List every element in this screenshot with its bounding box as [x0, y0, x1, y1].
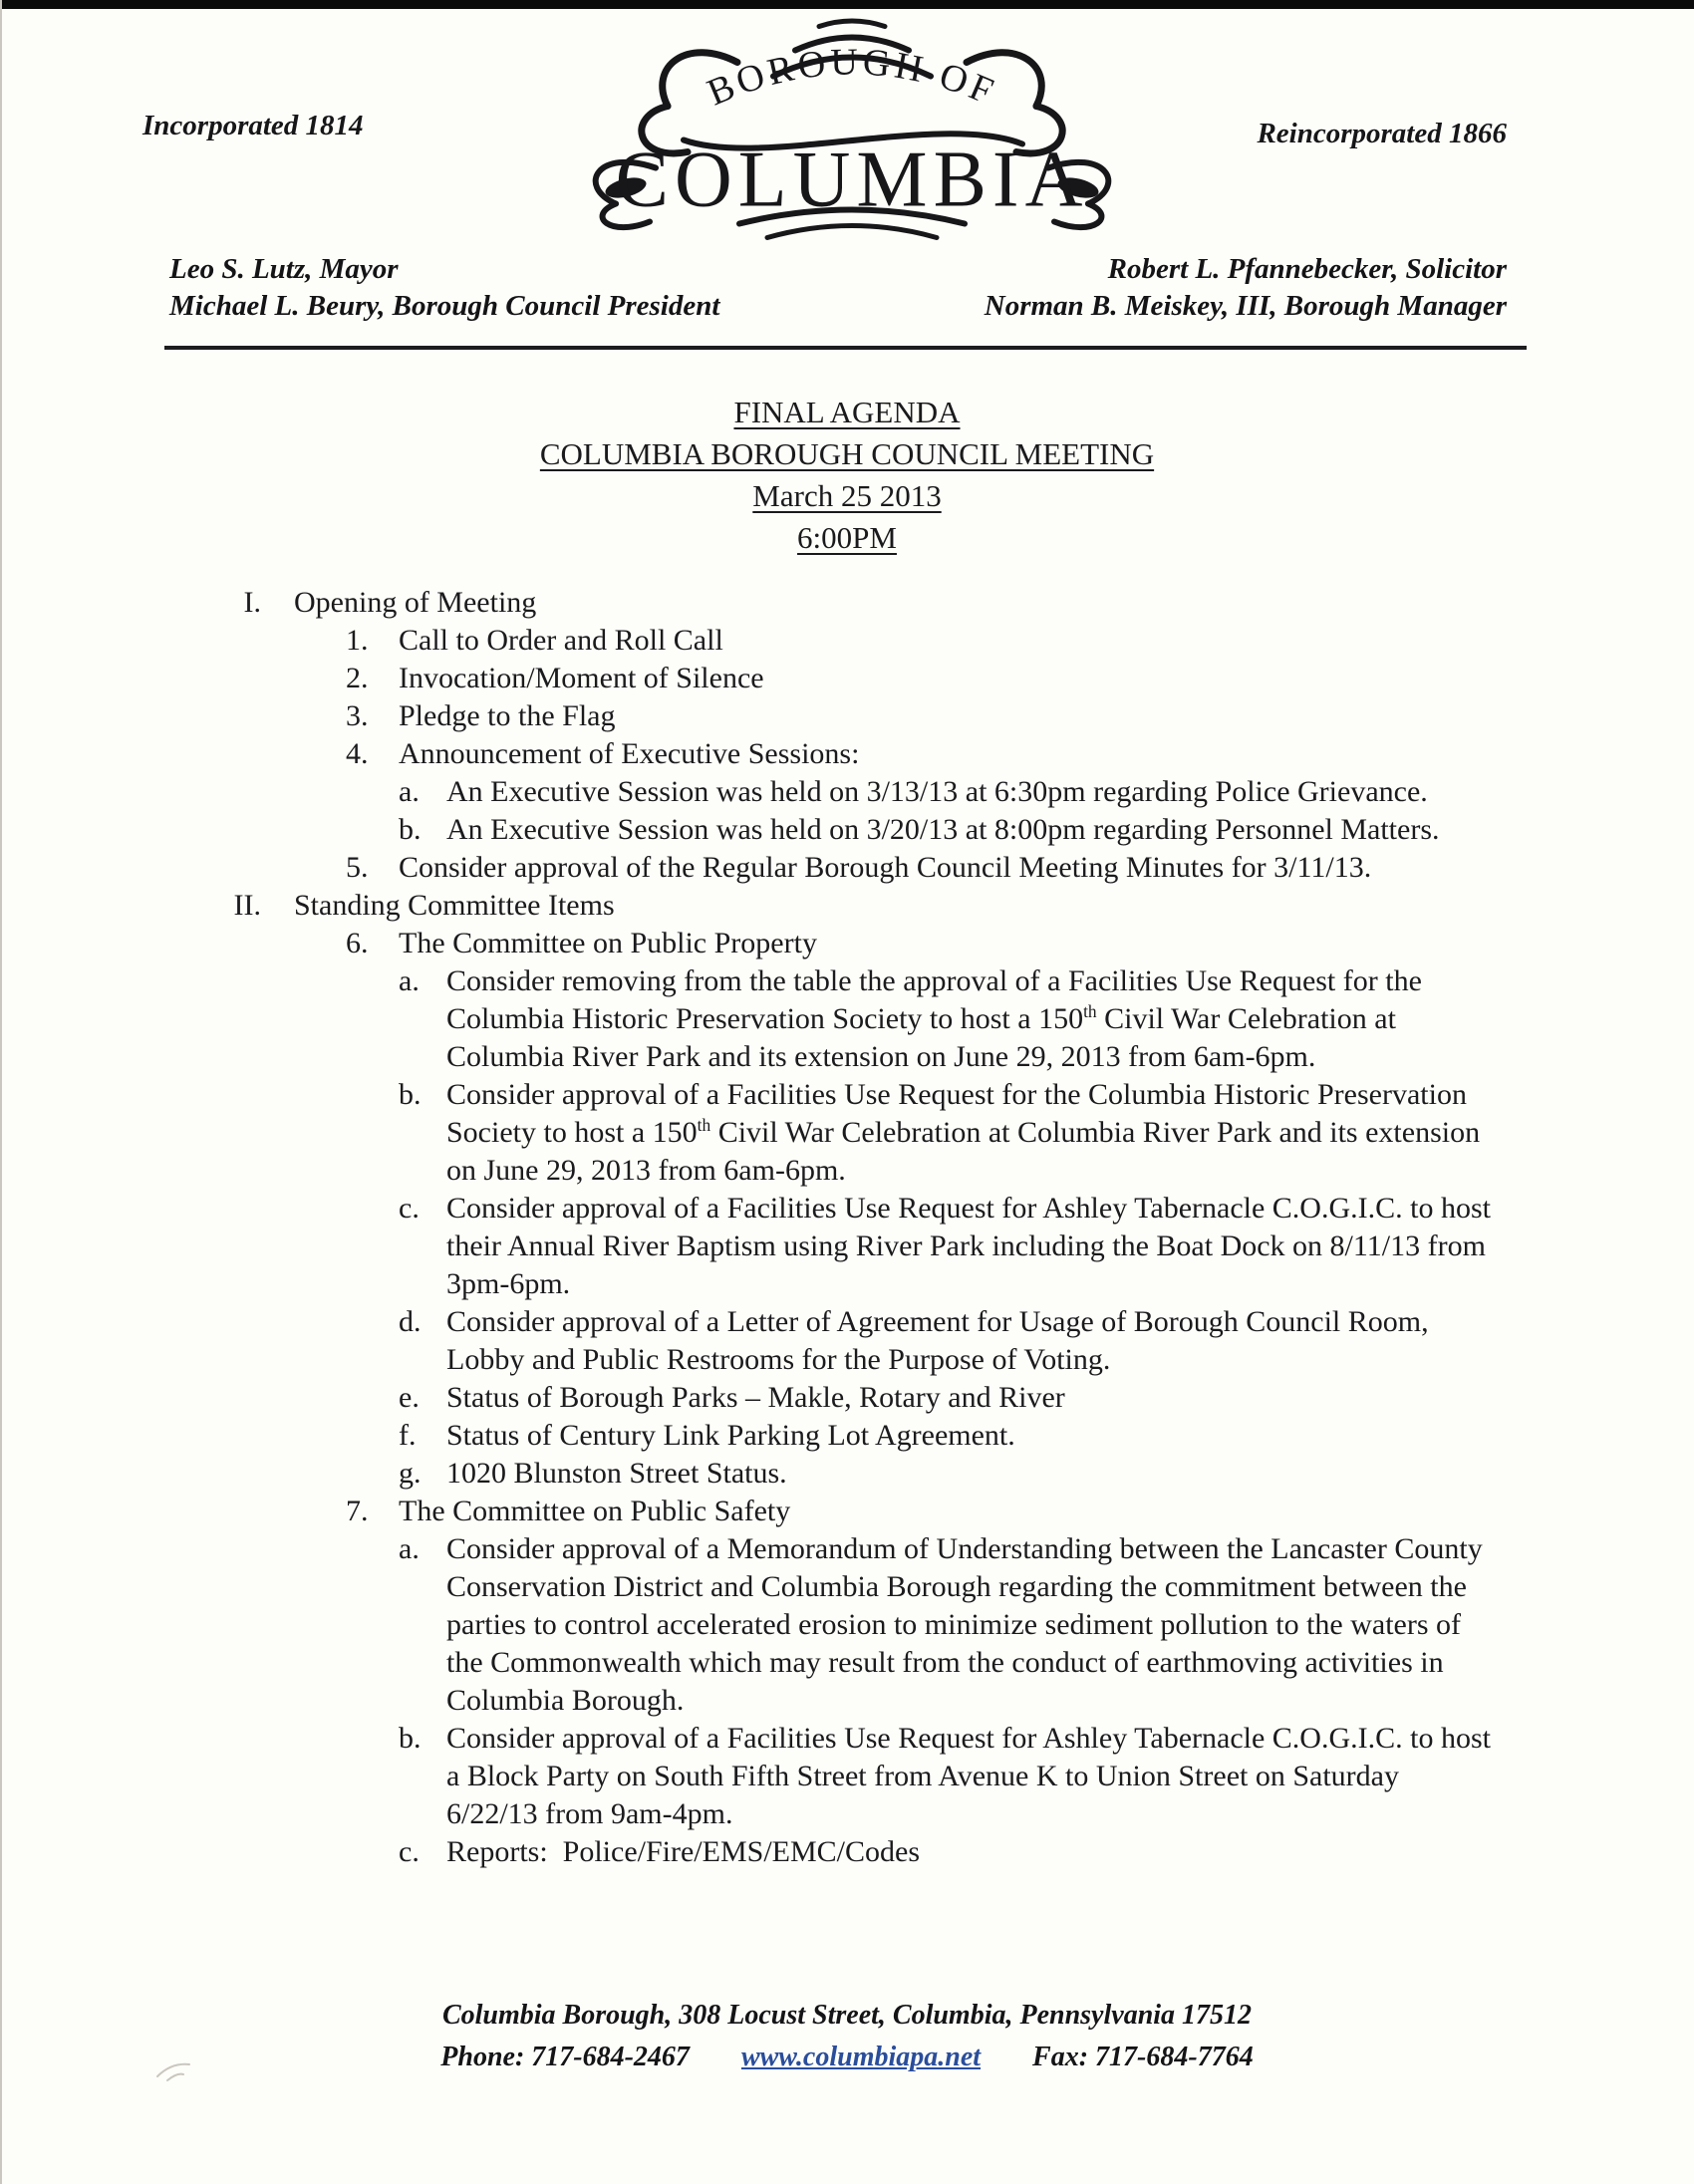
agenda-subitem — [399, 1190, 1497, 1303]
phone-label: Phone: 717-684-2467 — [440, 2042, 690, 2072]
council-president-line: Michael L. Beury, Borough Council President — [169, 290, 720, 322]
website-link[interactable]: www.columbiapa.net — [740, 2042, 982, 2072]
agenda-subitem — [399, 1379, 1497, 1417]
section-label: Opening of Meeting — [294, 586, 537, 619]
subitem-text-part: Civil War Celebration at Columbia River Park and its extension on June 29, 2013 from 6am-6pm. — [446, 1116, 1488, 1187]
subitem-text: An Executive Session was held on 3/20/13 at 8:00pm regarding Personnel Matters. — [446, 813, 1440, 846]
subitem-marker: f. — [399, 1419, 417, 1452]
fax-label: Fax: 717-684-7764 — [1032, 2042, 1254, 2072]
subitem-text: An Executive Session was held on 3/13/13 at 6:30pm regarding Police Grievance. — [446, 775, 1428, 808]
mayor-line: Leo S. Lutz, Mayor — [169, 253, 399, 285]
subitem-text: Status of Borough Parks – Makle, Rotary and River — [446, 1381, 1065, 1414]
item-marker: 1. — [346, 624, 369, 657]
subitem-text-part: Civil War Celebration at Columbia River Park and its extension on June 29, 2013 from 6am-6pm. — [446, 1002, 1404, 1073]
agenda-item — [346, 660, 1497, 697]
subitem-marker: b. — [399, 1078, 422, 1111]
item-text: Pledge to the Flag — [399, 699, 616, 732]
document-title: FINAL AGENDA — [733, 395, 961, 429]
item-marker: 7. — [346, 1495, 369, 1527]
agenda-subitem — [399, 1455, 1497, 1493]
agenda-item — [346, 1493, 1497, 1530]
agenda-item — [346, 697, 1497, 735]
agenda-list — [209, 584, 1497, 1871]
incorporated-label: Incorporated 1814 — [142, 110, 364, 141]
title-block — [0, 392, 1694, 559]
meeting-time: 6:00PM — [797, 520, 897, 555]
subitem-text: Reports: Police/Fire/EMS/EMC/Codes — [446, 1835, 921, 1868]
reincorporated-label: Reincorporated 1866 — [1257, 118, 1507, 149]
subitem-text — [446, 1076, 1497, 1190]
subitem-text-part: Consider approval of a Facilities Use Request for the Columbia Historic Preservation Society to host a 150 — [446, 1078, 1475, 1149]
item-marker: 6. — [346, 927, 369, 959]
subitem-text: 1020 Blunston Street Status. — [446, 1457, 787, 1490]
item-text: Announcement of Executive Sessions: — [399, 737, 860, 770]
officials-left — [169, 251, 719, 325]
meeting-name: COLUMBIA BOROUGH COUNCIL MEETING — [539, 436, 1155, 471]
section-marker: I. — [243, 586, 261, 619]
agenda-item — [346, 925, 1497, 962]
item-marker: 5. — [346, 851, 369, 884]
subitem-marker: a. — [399, 775, 420, 808]
agenda-subitem — [399, 773, 1497, 811]
solicitor-line: Robert L. Pfannebecker, Solicitor — [1107, 253, 1507, 285]
subitem-text: Status of Century Link Parking Lot Agreement. — [446, 1419, 1015, 1452]
agenda-subitem — [399, 1076, 1497, 1190]
item-marker: 3. — [346, 699, 369, 732]
logo-arched-text: BOROUGH OF — [701, 41, 1003, 115]
agenda-subitem — [399, 1530, 1497, 1720]
section-marker: II. — [233, 889, 261, 922]
subitem-marker: g. — [399, 1457, 422, 1490]
superscript-th: th — [697, 1115, 711, 1135]
subitem-marker: b. — [399, 1722, 422, 1755]
agenda-subitem — [399, 1833, 1497, 1871]
subitem-marker: c. — [399, 1835, 420, 1868]
item-text: Invocation/Moment of Silence — [399, 662, 764, 694]
subitem-marker: e. — [399, 1381, 420, 1414]
header-divider — [164, 346, 1527, 350]
section-label: Standing Committee Items — [294, 889, 615, 922]
subitem-text-part: Consider removing from the table the approval of a Facilities Use Request for the Columbia Historic Preservation Society to host a 150 — [446, 964, 1430, 1035]
agenda-subitem — [399, 1417, 1497, 1455]
item-text: Consider approval of the Regular Borough Council Meeting Minutes for 3/11/13. — [399, 851, 1372, 884]
agenda-section — [209, 887, 1497, 925]
subitem-marker: d. — [399, 1305, 422, 1338]
contact-line — [0, 2037, 1694, 2078]
subitem-marker: b. — [399, 813, 422, 846]
logo-main-text: COLUMBIA — [615, 136, 1089, 224]
subitem-marker: c. — [399, 1192, 420, 1225]
borough-of-columbia-logo — [568, 8, 1136, 247]
item-text: Call to Order and Roll Call — [399, 624, 723, 657]
subitem-marker: a. — [399, 964, 420, 997]
borough-manager-line: Norman B. Meiskey, III, Borough Manager — [984, 290, 1507, 322]
agenda-subitem — [399, 962, 1497, 1076]
agenda-section — [209, 584, 1497, 622]
agenda-item — [346, 622, 1497, 660]
subitem-text: Consider approval of a Memorandum of Understanding between the Lancaster County Conservation District and Columbia Borough regarding the commitment between the parties to control accelerated erosion to minimize sediment pollution to the waters of the Commonwealth which may result from the conduct of earthmoving activities in Columbia Borough. — [446, 1532, 1491, 1717]
agenda-subitem — [399, 1720, 1497, 1833]
agenda-item — [346, 735, 1497, 773]
subitem-text — [446, 962, 1497, 1076]
item-text: The Committee on Public Safety — [399, 1495, 791, 1527]
subitem-marker: a. — [399, 1532, 420, 1565]
subitem-text: Consider approval of a Facilities Use Request for Ashley Tabernacle C.O.G.I.C. to host their Annual River Baptism using River Park including the Boat Dock on 8/11/13 from 3pm-6pm. — [446, 1192, 1499, 1300]
item-text: The Committee on Public Property — [399, 927, 817, 959]
subitem-text: Consider approval of a Letter of Agreement for Usage of Borough Council Room, Lobby and Public Restrooms for the Purpose of Voting. — [446, 1305, 1437, 1376]
agenda-subitem — [399, 811, 1497, 849]
item-marker: 2. — [346, 662, 369, 694]
meeting-date: March 25 2013 — [752, 478, 942, 513]
borough-address: Columbia Borough, 308 Locust Street, Columbia, Pennsylvania 17512 — [441, 2000, 1253, 2031]
superscript-th: th — [1083, 1001, 1097, 1021]
scan-edge-artifact — [0, 0, 2, 2184]
officials-block — [169, 251, 1507, 325]
footer-block — [0, 1995, 1694, 2078]
item-marker: 4. — [346, 737, 369, 770]
agenda-item — [346, 849, 1497, 887]
officials-right — [985, 251, 1507, 325]
agenda-subitem — [399, 1303, 1497, 1379]
subitem-text: Consider approval of a Facilities Use Request for Ashley Tabernacle C.O.G.I.C. to host a Block Party on South Fifth Street from Avenue K to Union Street on Saturday 6/22/13 from 9am-4pm. — [446, 1722, 1499, 1830]
